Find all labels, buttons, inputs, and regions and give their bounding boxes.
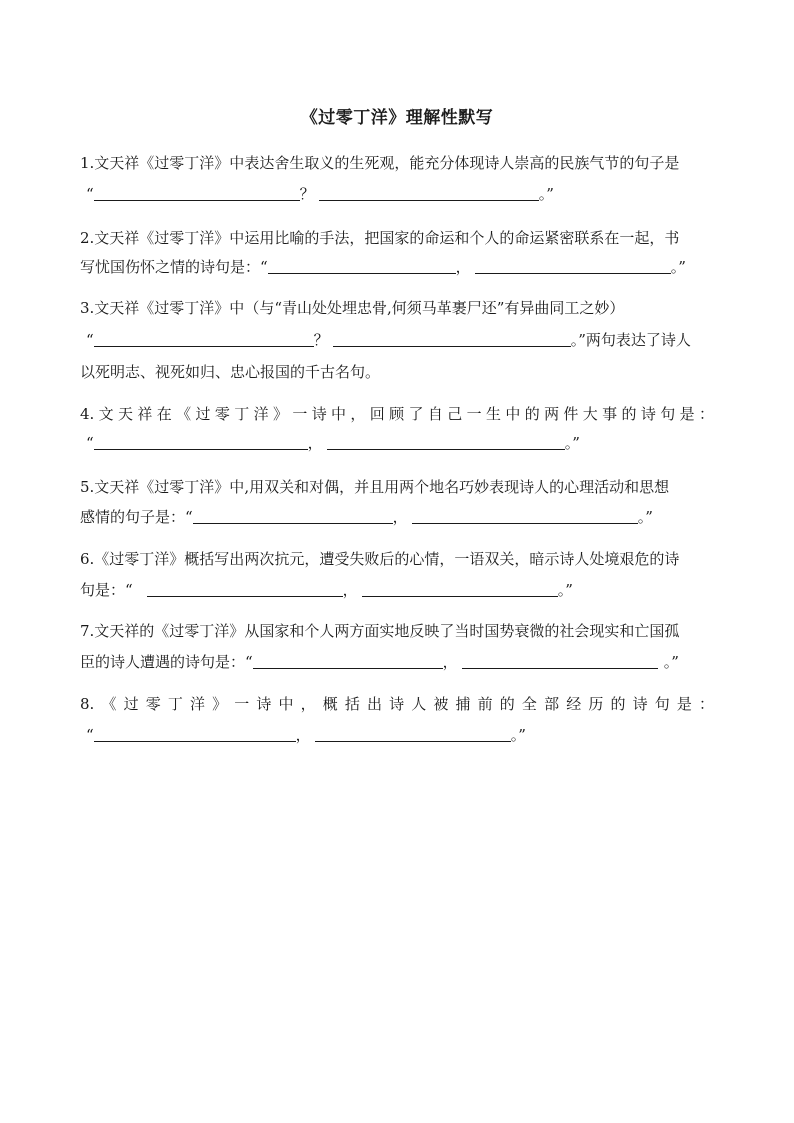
open-quote: “ xyxy=(86,434,94,452)
close-quote: 。” xyxy=(564,434,580,452)
close-quote: 。” xyxy=(663,653,679,671)
question-7-text: 7.文天祥的《过零丁洋》从国家和个人两方面实地反映了当时国势衰微的社会现实和亡国孤 xyxy=(80,622,680,640)
separator: ？ xyxy=(299,185,315,203)
separator: ， xyxy=(442,653,458,671)
question-5-text-cont: 感情的句子是：“ xyxy=(80,508,193,526)
question-3-text: 3.文天祥《过零丁洋》中（与“青山处处埋忠骨,何须马革裹尸还”有异曲同工之妙） xyxy=(80,299,625,317)
separator: ， xyxy=(307,434,323,452)
question-3-answer-line xyxy=(86,330,691,350)
question-3-text-end: 以死明志、视死如归、忠心报国的千古名句。 xyxy=(80,363,381,381)
answer-blank-2a[interactable] xyxy=(268,258,456,274)
open-quote: “ xyxy=(86,726,94,744)
question-8-text: 8.《过零丁洋》一诗中，概括出诗人被捕前的全部经历的诗句是： xyxy=(80,695,714,713)
question-2-answer-line xyxy=(80,257,686,277)
open-quote: “ xyxy=(86,185,94,203)
separator: ， xyxy=(295,726,311,744)
question-5-text: 5.文天祥《过零丁洋》中,用双关和对偶，并且用两个地名巧妙表现诗人的心理活动和思想 xyxy=(80,478,670,496)
close-quote: 。” xyxy=(538,185,554,203)
answer-blank-1b[interactable] xyxy=(319,185,539,201)
answer-blank-5a[interactable] xyxy=(193,508,393,524)
answer-blank-3b[interactable] xyxy=(333,331,571,347)
answer-blank-1a[interactable] xyxy=(94,185,300,201)
separator: ， xyxy=(392,508,408,526)
separator: ， xyxy=(455,258,471,276)
close-quote: 。” xyxy=(637,508,653,526)
answer-blank-7a[interactable] xyxy=(253,653,443,669)
question-7-text-cont: 臣的诗人遭遇的诗句是：“ xyxy=(80,653,253,671)
answer-blank-2b[interactable] xyxy=(475,258,671,274)
close-quote: 。” xyxy=(510,726,526,744)
answer-blank-4a[interactable] xyxy=(94,434,308,450)
answer-blank-8a[interactable] xyxy=(94,726,296,742)
question-1-text: 1.文天祥《过零丁洋》中表达舍生取义的生死观，能充分体现诗人崇高的民族气节的句子是 xyxy=(80,154,680,172)
question-2-text: 2.文天祥《过零丁洋》中运用比喻的手法，把国家的命运和个人的命运紧密联系在一起，书 xyxy=(80,229,680,247)
answer-blank-5b[interactable] xyxy=(412,508,638,524)
question-4-answer-line xyxy=(86,433,580,453)
question-6-text-cont: 句是：“ xyxy=(80,581,133,599)
question-7-answer-line xyxy=(80,652,679,672)
close-quote: 。” xyxy=(670,258,686,276)
question-4-text: 4.文天祥在《过零丁洋》一诗中，回顾了自己一生中的两件大事的诗句是： xyxy=(80,405,714,423)
answer-blank-6a[interactable] xyxy=(147,581,343,597)
question-6-text: 6.《过零丁洋》概括写出两次抗元，遭受失败后的心情，一语双关，暗示诗人处境艰危的诗 xyxy=(80,550,680,568)
answer-blank-3a[interactable] xyxy=(94,331,314,347)
separator: ， xyxy=(342,581,358,599)
answer-blank-6b[interactable] xyxy=(362,581,558,597)
answer-blank-7b[interactable] xyxy=(462,653,658,669)
open-quote: “ xyxy=(86,331,94,349)
answer-blank-4b[interactable] xyxy=(327,434,565,450)
question-2-text-cont: 写忧国伤怀之情的诗句是：“ xyxy=(80,258,268,276)
question-6-answer-line xyxy=(80,580,573,600)
close-quote: 。” xyxy=(557,581,573,599)
close-quote-cont: 。”两句表达了诗人 xyxy=(570,331,691,349)
question-5-answer-line xyxy=(80,507,653,527)
page-title: 《过零丁洋》理解性默写 xyxy=(300,108,494,128)
answer-blank-8b[interactable] xyxy=(315,726,511,742)
separator: ？ xyxy=(313,331,329,349)
question-8-answer-line xyxy=(86,725,526,745)
question-1-answer-line xyxy=(86,184,554,204)
